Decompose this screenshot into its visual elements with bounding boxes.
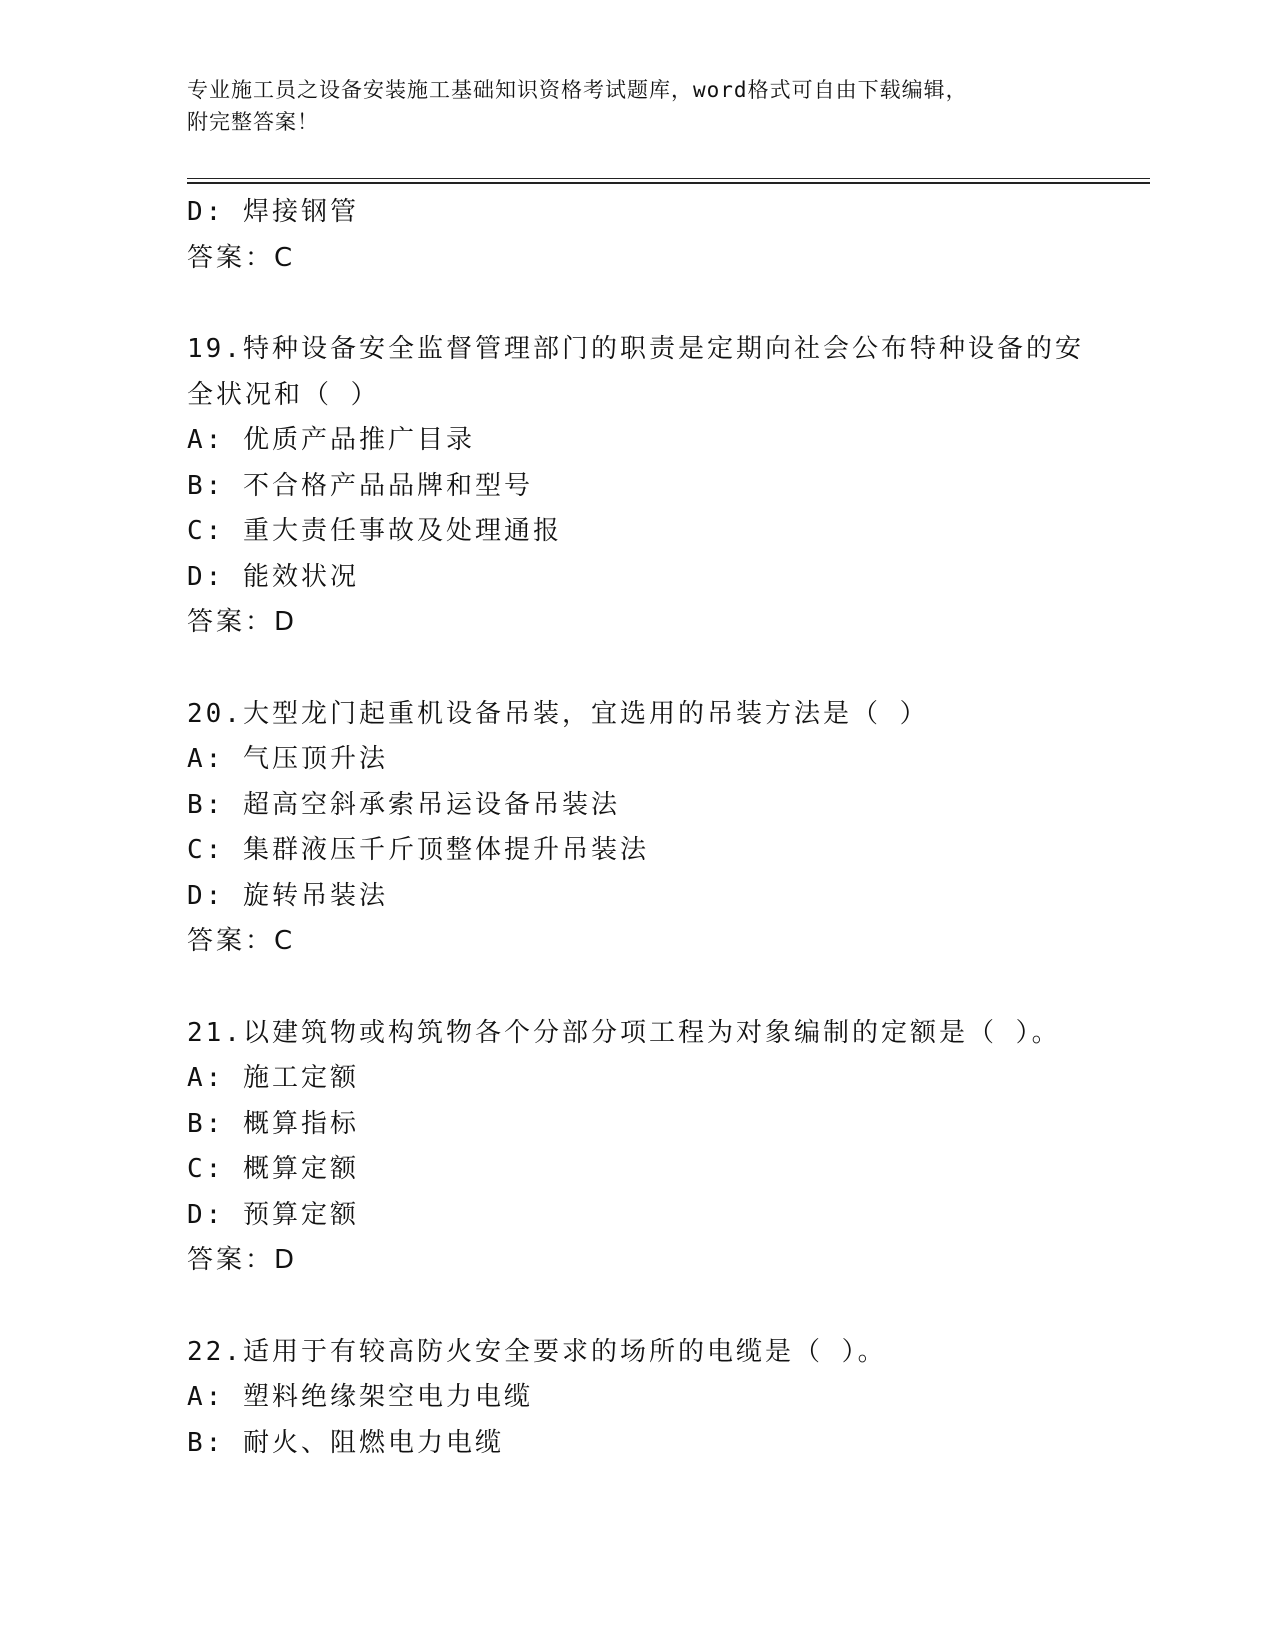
option-b: B: 概算指标 [187,1108,359,1139]
question-text-line-1: 20.大型龙门起重机设备吊装，宜选用的吊装方法是（ ） [187,698,929,729]
option-a: A: 塑料绝缘架空电力电缆 [187,1382,533,1412]
option-a: A: 施工定额 [187,1063,359,1093]
answer: 答案：C [187,242,296,273]
option-d: D: 能效状况 [187,561,359,592]
document-body [187,190,1087,1466]
question-19 [187,327,1087,646]
option-c: C: 概算定额 [187,1154,359,1184]
option-d: D: 预算定额 [187,1199,359,1230]
answer: 答案：D [187,607,298,637]
header-divider-thin [187,178,1150,179]
question-text-line-1: 21.以建筑物或构筑物各个分部分项工程为对象编制的定额是（ ）。 [187,1017,1061,1048]
question-21 [187,1011,1087,1284]
option-b: B: 超高空斜承索吊运设备吊装法 [187,789,620,820]
option-b: B: 耐火、阻燃电力电缆 [187,1427,504,1458]
option-c: C: 重大责任事故及处理通报 [187,516,562,546]
document-header [187,74,1087,138]
option-d: D: 旋转吊装法 [187,880,388,911]
question-text-line-1: 22.适用于有较高防火安全要求的场所的电缆是（ ）。 [187,1336,887,1367]
question-text-line-1: 19.特种设备安全监督管理部门的职责是定期向社会公布特种设备的安 [187,334,1084,364]
question-text-line-2: 全状况和（ ） [187,379,380,410]
option-a: A: 优质产品推广目录 [187,425,475,455]
option-c: C: 集群液压千斤顶整体提升吊装法 [187,835,649,865]
option-d: D: 焊接钢管 [187,197,359,227]
answer: 答案：D [187,1245,298,1275]
question-22 [187,1330,1087,1467]
option-a: A: 气压顶升法 [187,744,388,774]
question-18-tail [187,190,1087,281]
header-line-1: 专业施工员之设备安装施工基础知识资格考试题库，word格式可自由下载编辑， [187,78,968,102]
answer: 答案：C [187,926,296,956]
header-line-2: 附完整答案！ [187,110,319,134]
option-b: B: 不合格产品品牌和型号 [187,470,533,501]
header-divider-thick [187,182,1150,184]
question-20 [187,692,1087,965]
